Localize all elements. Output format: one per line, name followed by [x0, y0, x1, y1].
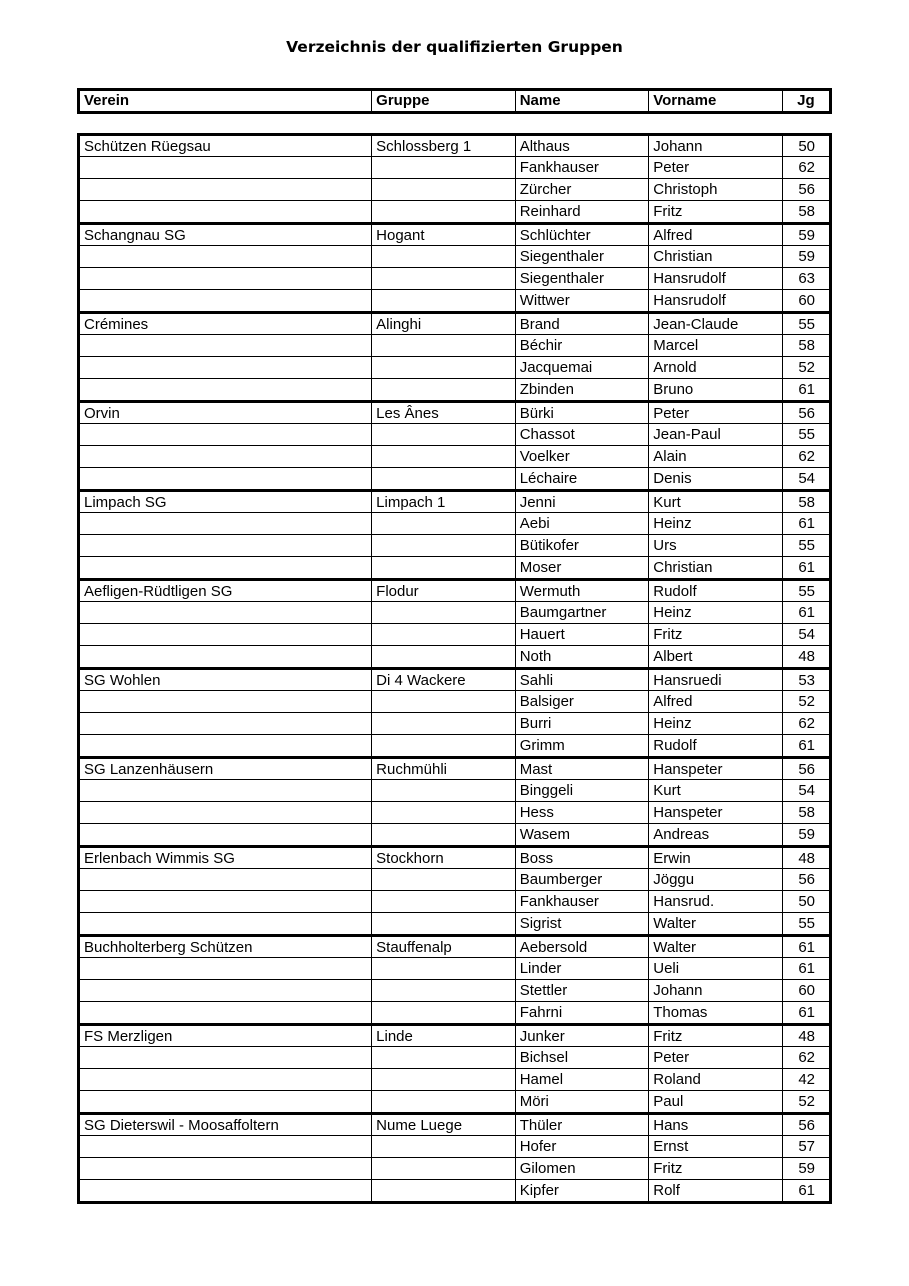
cell-verein	[79, 201, 372, 224]
cell-verein	[79, 1047, 372, 1069]
cell-vorname: Marcel	[649, 335, 783, 357]
cell-vorname: Walter	[649, 913, 783, 936]
cell-name: Bürki	[515, 402, 649, 424]
cell-jg: 48	[782, 847, 830, 869]
table-row	[79, 758, 831, 780]
cell-verein: SG Lanzenhäusern	[79, 758, 372, 780]
table-row	[79, 780, 831, 802]
cell-jg: 55	[782, 313, 830, 335]
cell-jg: 62	[782, 446, 830, 468]
cell-vorname: Thomas	[649, 1002, 783, 1025]
cell-verein	[79, 179, 372, 201]
cell-jg: 61	[782, 1180, 830, 1203]
cell-name: Aebi	[515, 513, 649, 535]
cell-gruppe	[372, 290, 516, 313]
cell-name: Hauert	[515, 624, 649, 646]
cell-gruppe	[372, 424, 516, 446]
cell-verein	[79, 602, 372, 624]
cell-verein	[79, 780, 372, 802]
cell-jg: 61	[782, 557, 830, 580]
cell-jg: 55	[782, 535, 830, 557]
cell-gruppe	[372, 357, 516, 379]
cell-verein: Schützen Rüegsau	[84, 137, 211, 155]
cell-jg: 60	[782, 980, 830, 1002]
table-row	[79, 847, 831, 869]
cell-jg: 56	[782, 758, 830, 780]
header-table	[77, 88, 832, 114]
cell-jg: 42	[782, 1069, 830, 1091]
cell-gruppe	[372, 802, 516, 824]
cell-vorname: Alfred	[649, 691, 783, 713]
page-title: Verzeichnis der qualifizierten Gruppen	[286, 38, 623, 56]
cell-verein	[79, 691, 372, 713]
cell-name: Mast	[515, 758, 649, 780]
cell-jg: 58	[782, 491, 830, 513]
table-row	[79, 1114, 831, 1136]
cell-jg: 56	[782, 402, 830, 424]
cell-vorname: Peter	[649, 157, 783, 179]
cell-name: Béchir	[515, 335, 649, 357]
cell-jg: 52	[782, 1091, 830, 1114]
cell-name: Linder	[515, 958, 649, 980]
cell-verein	[79, 869, 372, 891]
cell-vorname: Christian	[649, 246, 783, 268]
cell-verein	[79, 557, 372, 580]
cell-verein	[79, 468, 372, 491]
cell-verein	[79, 624, 372, 646]
cell-gruppe: Schlossberg 1	[372, 135, 516, 157]
cell-gruppe	[372, 557, 516, 580]
cell-jg: 58	[782, 201, 830, 224]
table-row	[79, 691, 831, 713]
cell-verein	[79, 1002, 372, 1025]
cell-jg: 50	[782, 135, 830, 157]
cell-vorname: Fritz	[649, 1158, 783, 1180]
table-row	[79, 936, 831, 958]
cell-name: Jacquemai	[515, 357, 649, 379]
cell-jg: 59	[782, 224, 830, 246]
cell-name: Hess	[515, 802, 649, 824]
cell-gruppe	[372, 446, 516, 468]
cell-jg: 53	[782, 669, 830, 691]
cell-name: Bichsel	[515, 1047, 649, 1069]
cell-name: Chassot	[515, 424, 649, 446]
cell-vorname: Peter	[649, 1047, 783, 1069]
cell-verein	[79, 1136, 372, 1158]
cell-verein	[79, 713, 372, 735]
table-row	[79, 913, 831, 936]
cell-gruppe	[372, 602, 516, 624]
cell-name: Wittwer	[515, 290, 649, 313]
cell-name: Burri	[515, 713, 649, 735]
cell-vorname: Erwin	[649, 847, 783, 869]
cell-jg: 56	[782, 869, 830, 891]
cell-vorname: Andreas	[649, 824, 783, 847]
cell-jg: 55	[782, 913, 830, 936]
cell-name: Kipfer	[515, 1180, 649, 1203]
cell-verein	[79, 1158, 372, 1180]
cell-verein	[79, 535, 372, 557]
cell-verein: Erlenbach Wimmis SG	[79, 847, 372, 869]
cell-verein: Schangnau SG	[79, 224, 372, 246]
cell-jg: 57	[782, 1136, 830, 1158]
cell-gruppe	[372, 980, 516, 1002]
cell-name: Aebersold	[515, 936, 649, 958]
cell-name: Fankhauser	[515, 891, 649, 913]
cell-vorname: Johann	[649, 980, 783, 1002]
cell-gruppe: Ruchmühli	[372, 758, 516, 780]
cell-gruppe	[372, 535, 516, 557]
cell-gruppe	[372, 735, 516, 758]
table-row	[79, 1180, 831, 1203]
cell-vorname: Jean-Claude	[649, 313, 783, 335]
table-row	[79, 891, 831, 913]
cell-gruppe	[372, 713, 516, 735]
cell-vorname: Urs	[649, 535, 783, 557]
cell-gruppe	[372, 468, 516, 491]
table-row	[79, 157, 831, 179]
cell-vorname: Alfred	[649, 224, 783, 246]
cell-gruppe: Linde	[372, 1025, 516, 1047]
cell-name: Althaus	[515, 135, 649, 157]
cell-verein: FS Merzligen	[79, 1025, 372, 1047]
cell-verein	[79, 513, 372, 535]
table-row	[79, 424, 831, 446]
cell-gruppe	[372, 335, 516, 357]
cell-gruppe	[372, 513, 516, 535]
cell-name: Reinhard	[515, 201, 649, 224]
cell-gruppe	[372, 268, 516, 290]
cell-gruppe	[372, 869, 516, 891]
cell-vorname: Alain	[649, 446, 783, 468]
cell-verein	[79, 246, 372, 268]
table-row	[79, 135, 831, 157]
table-row	[79, 1091, 831, 1114]
cell-jg: 48	[782, 646, 830, 669]
table-row	[79, 201, 831, 224]
cell-name: Wermuth	[515, 580, 649, 602]
cell-gruppe: Nume Luege	[372, 1114, 516, 1136]
cell-gruppe	[372, 1158, 516, 1180]
cell-jg: 59	[782, 1158, 830, 1180]
cell-vorname: Hans	[649, 1114, 783, 1136]
cell-gruppe	[372, 913, 516, 936]
table-row	[79, 557, 831, 580]
cell-name: Noth	[515, 646, 649, 669]
table-row	[79, 646, 831, 669]
cell-verein	[79, 1091, 372, 1114]
header-name: Name	[515, 90, 649, 113]
cell-vorname: Heinz	[649, 713, 783, 735]
cell-jg: 61	[782, 602, 830, 624]
cell-name: Gilomen	[515, 1158, 649, 1180]
cell-name: Siegenthaler	[515, 246, 649, 268]
cell-vorname: Kurt	[649, 780, 783, 802]
table-row	[79, 869, 831, 891]
cell-verein	[79, 824, 372, 847]
cell-name: Baumgartner	[515, 602, 649, 624]
header-vorname: Vorname	[649, 90, 783, 113]
table-row	[79, 1136, 831, 1158]
cell-vorname: Peter	[649, 402, 783, 424]
cell-jg: 58	[782, 802, 830, 824]
cell-verein	[79, 446, 372, 468]
cell-vorname: Hanspeter	[649, 758, 783, 780]
cell-gruppe	[372, 1002, 516, 1025]
cell-verein: Buchholterberg Schützen	[79, 936, 372, 958]
cell-jg: 61	[782, 1002, 830, 1025]
cell-verein	[79, 913, 372, 936]
cell-gruppe: Di 4 Wackere	[372, 669, 516, 691]
cell-jg: 60	[782, 290, 830, 313]
cell-jg: 61	[782, 936, 830, 958]
cell-gruppe: Stauffenalp	[372, 936, 516, 958]
header-gruppe: Gruppe	[372, 90, 516, 113]
table-row	[79, 468, 831, 491]
cell-vorname: Heinz	[649, 602, 783, 624]
header-verein: Verein	[84, 92, 130, 109]
cell-verein: SG Wohlen	[79, 669, 372, 691]
cell-gruppe	[372, 824, 516, 847]
cell-gruppe	[372, 379, 516, 402]
cell-name: Balsiger	[515, 691, 649, 713]
cell-name: Stettler	[515, 980, 649, 1002]
groups-table-body	[79, 135, 831, 1203]
cell-name: Hamel	[515, 1069, 649, 1091]
cell-name: Grimm	[515, 735, 649, 758]
table-row	[79, 224, 831, 246]
cell-jg: 59	[782, 824, 830, 847]
cell-gruppe	[372, 157, 516, 179]
cell-vorname: Heinz	[649, 513, 783, 535]
cell-vorname: Rolf	[649, 1180, 783, 1203]
cell-verein	[79, 1180, 372, 1203]
cell-verein	[79, 424, 372, 446]
table-row	[79, 290, 831, 313]
table-row	[79, 824, 831, 847]
cell-verein	[79, 268, 372, 290]
cell-name: Thüler	[515, 1114, 649, 1136]
table-row	[79, 1002, 831, 1025]
cell-jg: 54	[782, 624, 830, 646]
table-row	[79, 357, 831, 379]
cell-verein	[79, 958, 372, 980]
cell-vorname: Bruno	[649, 379, 783, 402]
cell-vorname: Walter	[649, 936, 783, 958]
cell-gruppe	[372, 691, 516, 713]
cell-name: Léchaire	[515, 468, 649, 491]
cell-gruppe	[372, 1069, 516, 1091]
cell-verein: Limpach SG	[79, 491, 372, 513]
cell-vorname: Rudolf	[649, 735, 783, 758]
cell-gruppe	[372, 246, 516, 268]
cell-gruppe	[372, 1091, 516, 1114]
table-row	[79, 313, 831, 335]
cell-gruppe	[372, 1136, 516, 1158]
cell-vorname: Rudolf	[649, 580, 783, 602]
table-row	[79, 268, 831, 290]
table-row	[79, 513, 831, 535]
cell-jg: 50	[782, 891, 830, 913]
cell-jg: 62	[782, 713, 830, 735]
cell-vorname: Christoph	[649, 179, 783, 201]
cell-name: Fankhauser	[515, 157, 649, 179]
cell-jg: 55	[782, 580, 830, 602]
cell-verein	[79, 157, 372, 179]
cell-gruppe: Alinghi	[372, 313, 516, 335]
cell-vorname: Roland	[649, 1069, 783, 1091]
cell-gruppe	[372, 958, 516, 980]
table-row	[79, 1047, 831, 1069]
cell-verein	[79, 1069, 372, 1091]
cell-jg: 62	[782, 157, 830, 179]
cell-jg: 61	[782, 513, 830, 535]
cell-verein	[79, 735, 372, 758]
cell-vorname: Arnold	[649, 357, 783, 379]
cell-name: Wasem	[515, 824, 649, 847]
cell-vorname: Hansrud.	[649, 891, 783, 913]
cell-name: Baumberger	[515, 869, 649, 891]
cell-vorname: Jean-Paul	[649, 424, 783, 446]
table-row	[79, 491, 831, 513]
cell-verein	[79, 357, 372, 379]
cell-name: Jenni	[515, 491, 649, 513]
table-row	[79, 669, 831, 691]
cell-jg: 55	[782, 424, 830, 446]
cell-gruppe: Flodur	[372, 580, 516, 602]
cell-verein	[79, 646, 372, 669]
table-row	[79, 624, 831, 646]
table-row	[79, 379, 831, 402]
cell-verein	[79, 980, 372, 1002]
cell-jg: 54	[782, 780, 830, 802]
header-jg: Jg	[782, 90, 830, 113]
table-row	[79, 535, 831, 557]
cell-gruppe: Limpach 1	[372, 491, 516, 513]
cell-name: Sahli	[515, 669, 649, 691]
cell-jg: 58	[782, 335, 830, 357]
cell-jg: 61	[782, 379, 830, 402]
cell-jg: 56	[782, 179, 830, 201]
table-row	[79, 713, 831, 735]
table-row	[79, 446, 831, 468]
cell-gruppe	[372, 646, 516, 669]
cell-name: Bütikofer	[515, 535, 649, 557]
cell-vorname: Denis	[649, 468, 783, 491]
cell-vorname: Fritz	[649, 624, 783, 646]
cell-jg: 61	[782, 958, 830, 980]
cell-vorname: Hansrudolf	[649, 268, 783, 290]
groups-table	[77, 133, 832, 1204]
cell-verein	[79, 802, 372, 824]
table-row	[79, 1158, 831, 1180]
cell-gruppe: Les Ânes	[372, 402, 516, 424]
cell-verein	[79, 379, 372, 402]
cell-name: Brand	[515, 313, 649, 335]
cell-name: Zbinden	[515, 379, 649, 402]
header-row	[79, 90, 831, 113]
cell-name: Fahrni	[515, 1002, 649, 1025]
cell-gruppe	[372, 179, 516, 201]
table-row	[79, 802, 831, 824]
cell-jg: 48	[782, 1025, 830, 1047]
table-row	[79, 246, 831, 268]
table-row	[79, 335, 831, 357]
cell-jg: 61	[782, 735, 830, 758]
table-row	[79, 980, 831, 1002]
cell-gruppe	[372, 624, 516, 646]
table-row	[79, 958, 831, 980]
cell-vorname: Christian	[649, 557, 783, 580]
cell-vorname: Hanspeter	[649, 802, 783, 824]
cell-vorname: Fritz	[649, 1025, 783, 1047]
table-row	[79, 602, 831, 624]
cell-vorname: Ernst	[649, 1136, 783, 1158]
cell-name: Binggeli	[515, 780, 649, 802]
cell-verein	[79, 290, 372, 313]
cell-verein: Aefligen-Rüdtligen SG	[79, 580, 372, 602]
cell-vorname: Johann	[649, 135, 783, 157]
cell-verein: Crémines	[79, 313, 372, 335]
cell-vorname: Kurt	[649, 491, 783, 513]
cell-gruppe	[372, 780, 516, 802]
cell-gruppe: Stockhorn	[372, 847, 516, 869]
table-row	[79, 179, 831, 201]
cell-gruppe	[372, 1047, 516, 1069]
cell-name: Junker	[515, 1025, 649, 1047]
cell-gruppe	[372, 201, 516, 224]
cell-jg: 62	[782, 1047, 830, 1069]
cell-verein	[79, 335, 372, 357]
table-row	[79, 580, 831, 602]
cell-name: Möri	[515, 1091, 649, 1114]
cell-name: Boss	[515, 847, 649, 869]
cell-verein	[79, 891, 372, 913]
cell-gruppe: Hogant	[372, 224, 516, 246]
cell-name: Zürcher	[515, 179, 649, 201]
cell-vorname: Albert	[649, 646, 783, 669]
cell-name: Hofer	[515, 1136, 649, 1158]
cell-name: Moser	[515, 557, 649, 580]
cell-name: Voelker	[515, 446, 649, 468]
cell-jg: 56	[782, 1114, 830, 1136]
cell-vorname: Hansrudolf	[649, 290, 783, 313]
cell-jg: 54	[782, 468, 830, 491]
cell-vorname: Hansruedi	[649, 669, 783, 691]
cell-gruppe	[372, 1180, 516, 1203]
cell-vorname: Ueli	[649, 958, 783, 980]
cell-verein: SG Dieterswil - Moosaffoltern	[79, 1114, 372, 1136]
cell-vorname: Jöggu	[649, 869, 783, 891]
cell-jg: 52	[782, 691, 830, 713]
cell-vorname: Paul	[649, 1091, 783, 1114]
cell-jg: 59	[782, 246, 830, 268]
cell-jg: 63	[782, 268, 830, 290]
cell-jg: 52	[782, 357, 830, 379]
cell-gruppe	[372, 891, 516, 913]
cell-vorname: Fritz	[649, 201, 783, 224]
table-row	[79, 735, 831, 758]
table-row	[79, 1069, 831, 1091]
cell-name: Schlüchter	[515, 224, 649, 246]
table-row	[79, 1025, 831, 1047]
table-row	[79, 402, 831, 424]
cell-verein: Orvin	[79, 402, 372, 424]
cell-name: Siegenthaler	[515, 268, 649, 290]
cell-name: Sigrist	[515, 913, 649, 936]
